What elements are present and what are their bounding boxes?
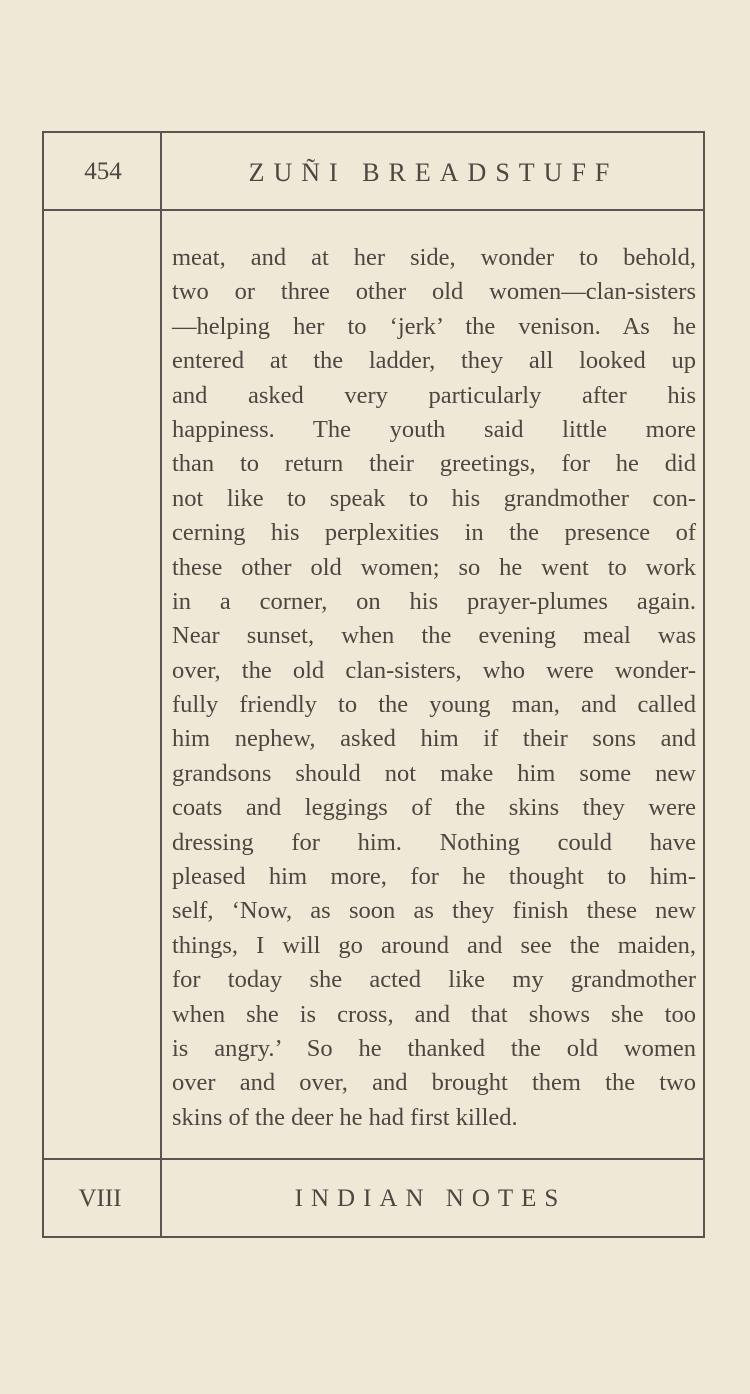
text-line: pleased him more, for he thought to him- [172, 863, 696, 891]
text-line: grandsons should not make him some new [172, 759, 696, 787]
text-line: and asked very particularly after his [172, 381, 696, 409]
series-title: INDIAN NOTES [294, 1185, 567, 1212]
text-line: dressing for him. Nothing could have [172, 828, 696, 856]
text-line: in a corner, on his prayer-plumes again. [172, 587, 696, 615]
text-line: self, ‘Now, as soon as they finish these new [172, 897, 696, 925]
text-line: is angry.’ So he thanked the old women [172, 1034, 696, 1062]
text-line: over, the old clan-sisters, who were wonder- [172, 656, 696, 684]
text-line: meat, and at her side, wonder to behold, [172, 244, 696, 271]
text-line: coats and leggings of the skins they were [172, 794, 696, 822]
text-line: not like to speak to his grandmother con- [172, 484, 696, 512]
text-line: skins of the deer he had first killed. [172, 1103, 518, 1131]
text-line: Near sunset, when the evening meal was [172, 622, 696, 650]
text-line: things, I will go around and see the maiden, [172, 931, 696, 959]
text-line: —helping her to ‘jerk’ the venison. As he [172, 312, 696, 340]
text-line: entered at the ladder, they all looked up [172, 347, 696, 375]
text-line: over and over, and brought them the two [172, 1069, 696, 1097]
text-line: two or three other old women—clan-sisters [172, 278, 696, 306]
text-line: these other old women; so he went to work [172, 553, 696, 581]
page-number: 454 [84, 158, 122, 185]
page-frame [42, 131, 705, 1238]
text-line: when she is cross, and that shows she too [172, 1000, 696, 1028]
volume-number: VIII [78, 1185, 122, 1212]
text-line: fully friendly to the young man, and called [172, 691, 696, 719]
text-line: cerning his perplexities in the presence of [172, 519, 696, 547]
text-line: for today she acted like my grandmother [172, 966, 696, 994]
running-title: ZUÑI BREADSTUFF [248, 158, 619, 187]
column-divider-top [160, 133, 162, 1237]
text-line: him nephew, asked him if their sons and [172, 725, 696, 753]
body-text [172, 241, 696, 1135]
text-line: than to return their greetings, for he did [172, 450, 696, 478]
text-line: happiness. The youth said little more [172, 415, 696, 443]
